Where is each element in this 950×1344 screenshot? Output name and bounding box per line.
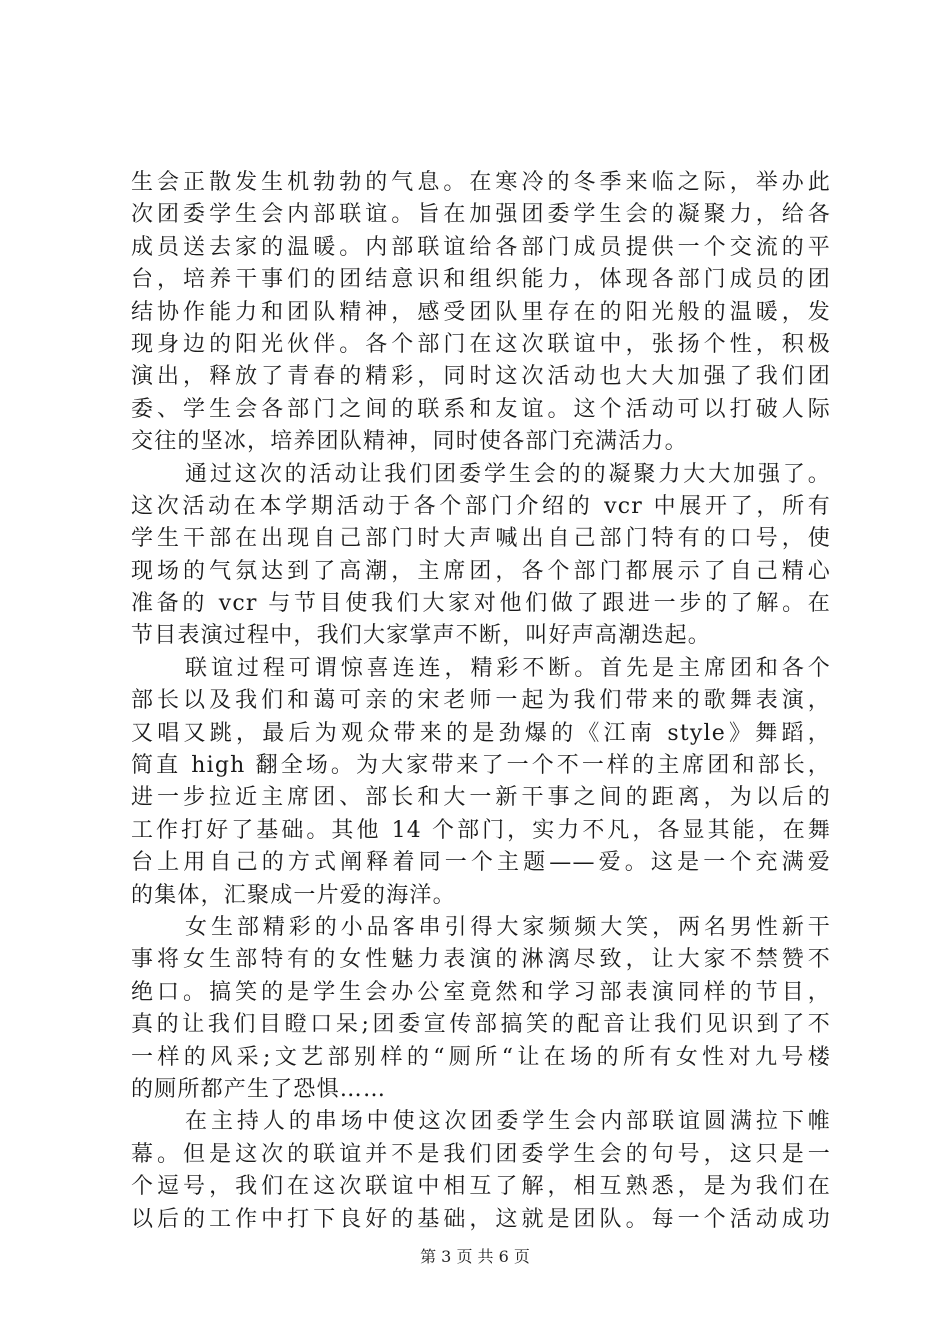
text-line: 事将女生部特有的女性魅力表演的淋漓尽致，让大家不禁赞不 xyxy=(131,947,831,973)
paragraph-3 xyxy=(131,653,831,912)
text-line: 在主持人的串场中使这次团委学生会内部联谊圆满拉下帷 xyxy=(185,1109,831,1135)
text-line: 交往的坚冰，培养团队精神，同时使各部门充满活力。 xyxy=(131,429,688,455)
text-line: 这次活动在本学期活动于各个部门介绍的 vcr 中展开了，所有 xyxy=(131,493,831,519)
text-line: 个逗号，我们在这次联谊中相互了解，相互熟悉，是为我们在 xyxy=(131,1174,831,1200)
text-line: 次团委学生会内部联谊。旨在加强团委学生会的凝聚力，给各 xyxy=(131,202,831,228)
text-line: 联谊过程可谓惊喜连连，精彩不断。首先是主席团和各个 xyxy=(185,655,831,681)
text-line: 台，培养干事们的团结意识和组织能力，体现各部门成员的团 xyxy=(131,267,831,293)
paragraph-2 xyxy=(131,459,831,653)
text-line: 绝口。搞笑的是学生会办公室竟然和学习部表演同样的节目， xyxy=(131,979,831,1005)
text-line: 节目表演过程中，我们大家掌声不断，叫好声高潮迭起。 xyxy=(131,623,712,649)
text-line: 的集体，汇聚成一片爱的海洋。 xyxy=(131,882,456,908)
text-line: 真的让我们目瞪口呆;团委宣传部搞笑的配音让我们见识到了不 xyxy=(131,1012,831,1038)
text-line: 通过这次的活动让我们团委学生会的的凝聚力大大加强了。 xyxy=(185,461,831,487)
text-line: 部长以及我们和蔼可亲的宋老师一起为我们带来的歌舞表演， xyxy=(131,688,831,714)
paragraph-4 xyxy=(131,912,831,1106)
text-line: 一样的风采;文艺部别样的“厕所“让在场的所有女性对九号楼 xyxy=(131,1044,831,1070)
text-line: 准备的 vcr 与节目使我们大家对他们做了跟进一步的了解。在 xyxy=(131,591,831,617)
text-line: 台上用自己的方式阐释着同一个主题——爱。这是一个充满爱 xyxy=(131,850,831,876)
document-body xyxy=(131,167,831,1236)
text-line: 女生部精彩的小品客串引得大家频频大笑，两名男性新干 xyxy=(185,914,831,940)
paragraph-5 xyxy=(131,1106,831,1236)
text-line: 学生干部在出现自己部门时大声喊出自己部门特有的口号，使 xyxy=(131,526,831,552)
text-line: 生会正散发生机勃勃的气息。在寒冷的冬季来临之际，举办此 xyxy=(131,170,831,195)
text-line: 进一步拉近主席团、部长和大一新干事之间的距离，为以后的 xyxy=(131,785,831,811)
text-line: 现身边的阳光伙伴。各个部门在这次联谊中，张扬个性，积极 xyxy=(131,331,831,357)
paragraph-1 xyxy=(131,167,831,459)
text-line: 幕。但是这次的联谊并不是我们团委学生会的句号，这只是一 xyxy=(131,1141,831,1167)
text-line: 成员送去家的温暖。内部联谊给各部门成员提供一个交流的平 xyxy=(131,234,831,260)
text-line: 演出，释放了青春的精彩，同时这次活动也大大加强了我们团 xyxy=(131,364,831,390)
text-line: 简直 high 翻全场。为大家带来了一个不一样的主席团和部长， xyxy=(131,753,831,779)
text-line: 以后的工作中打下良好的基础，这就是团队。每一个活动成功 xyxy=(131,1206,831,1232)
page-footer: 第 3 页 共 6 页 xyxy=(420,1247,530,1266)
text-line: 现场的气氛达到了高潮，主席团，各个部门都展示了自己精心 xyxy=(131,558,831,584)
text-line: 结协作能力和团队精神，感受团队里存在的阳光般的温暖，发 xyxy=(131,299,831,325)
text-line: 的厕所都产生了恐惧…… xyxy=(131,1076,387,1102)
text-line: 委、学生会各部门之间的联系和友谊。这个活动可以打破人际 xyxy=(131,396,831,422)
text-line: 又唱又跳，最后为观众带来的是劲爆的《江南 style》舞蹈， xyxy=(131,720,831,746)
text-line: 工作打好了基础。其他 14 个部门，实力不凡，各显其能，在舞 xyxy=(131,817,831,843)
